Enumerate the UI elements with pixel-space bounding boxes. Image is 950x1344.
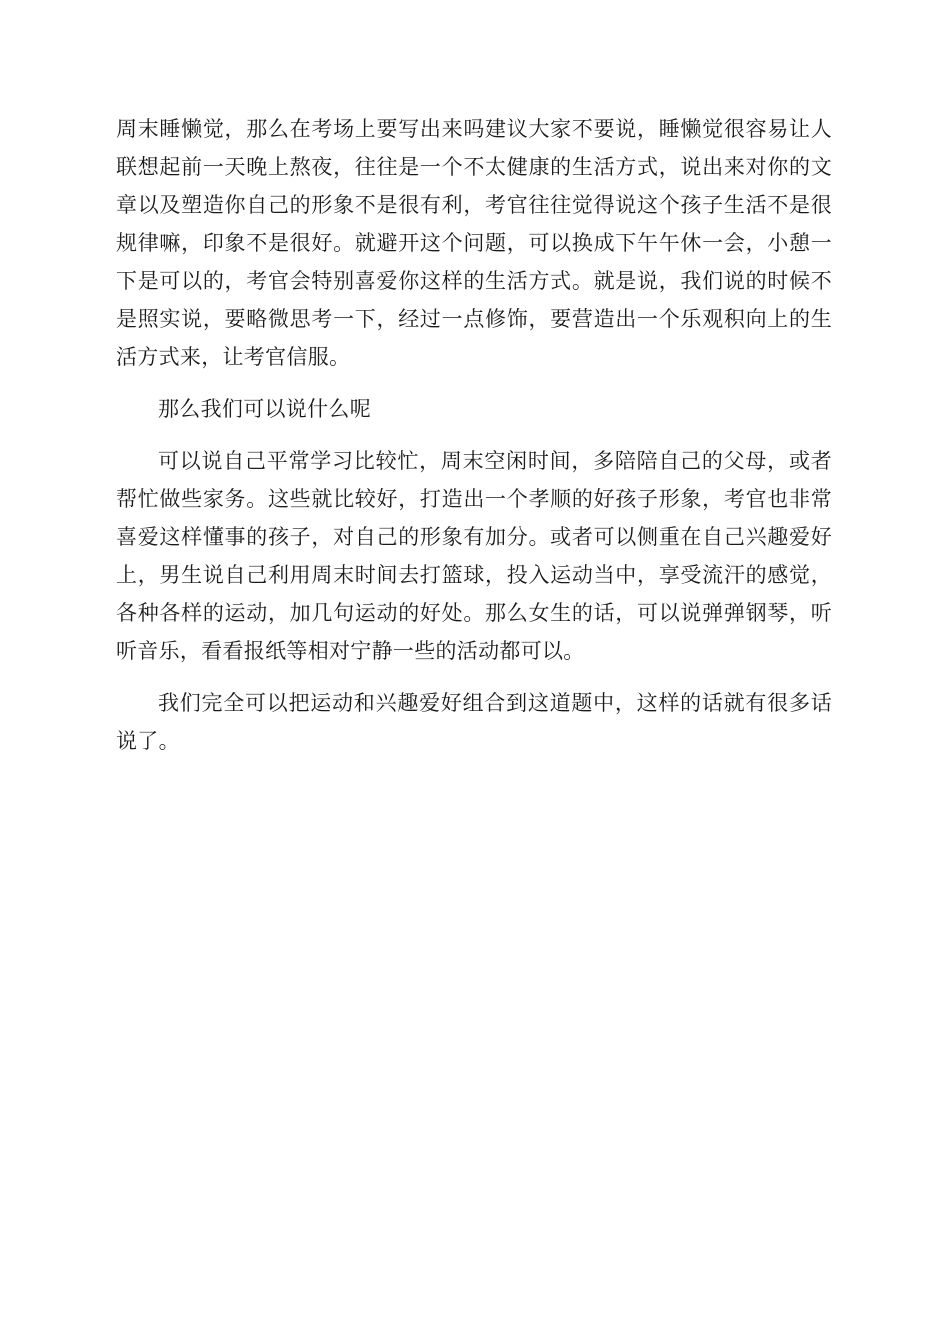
paragraph-2: 那么我们可以说什么呢 — [158, 397, 371, 421]
paragraph-4: 我们完全可以把运动和兴趣爱好组合到这道题中，这样的话就有很多话说了。 — [116, 691, 832, 753]
paragraph-3: 可以说自己平常学习比较忙，周末空闲时间，多陪陪自己的父母，或者帮忙做些家务。这些就比较好，打造出一个孝顺的好孩子形象，考官也非常喜爱这样懂事的孩子，对自己的形象有加分。或者可以侧重在自己兴趣爱好上，男生说自己利用周末时间去打篮球，投入运动当中，享受流汗的感觉，各种各样的运动，加几句运动的好处。那么女生的话，可以说弹弹钢琴，听听音乐，看看报纸等相对宁静一些的活动都可以。 — [116, 449, 832, 663]
paragraph-1: 周末睡懒觉，那么在考场上要写出来吗建议大家不要说，睡懒觉很容易让人联想起前一天晚上熬夜，往往是一个不太健康的生活方式，说出来对你的文章以及塑造你自己的形象不是很有利，考官往往觉得说这个孩子生活不是很规律嘛，印象不是很好。就避开这个问题，可以换成下午午休一会，小憩一下是可以的，考官会特别喜爱你这样的生活方式。就是说，我们说的时候不是照实说，要略微思考一下，经过一点修饰，要营造出一个乐观积向上的生活方式来，让考官信服。 — [116, 117, 832, 369]
document-body — [116, 110, 832, 774]
